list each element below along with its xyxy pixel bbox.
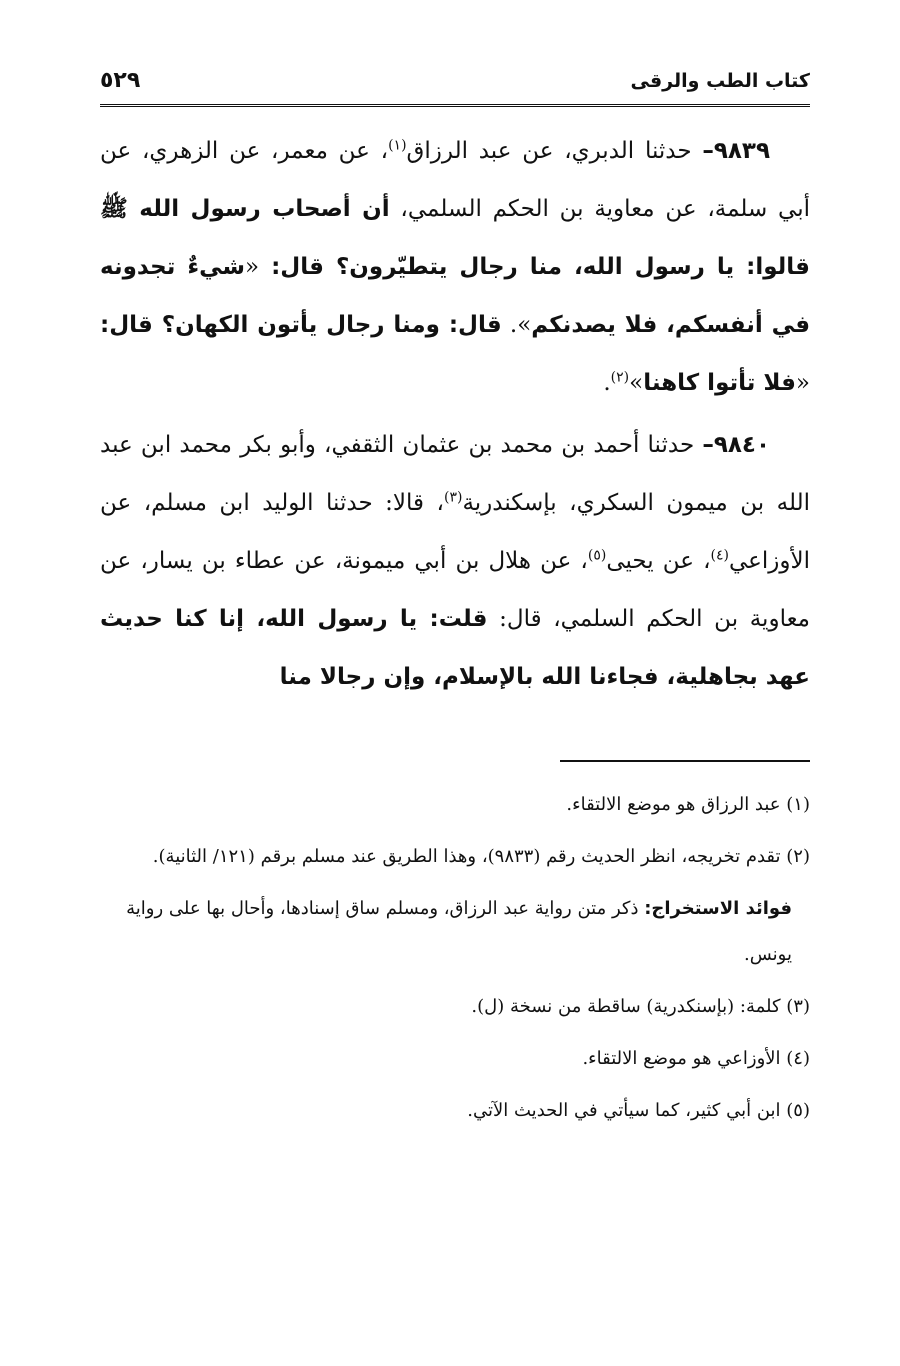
isnad-text: ، عن يحيى — [606, 548, 711, 574]
footnote-1: (١) عبد الرزاق هو موضع الالتقاء. — [566, 794, 810, 815]
quote-mark: « — [245, 254, 260, 280]
hadith-number: ٩٨٣٩– — [702, 138, 770, 164]
isnad-text: ، قالا: حدثنا الوليد ابن مسلم، عن الأوزاعي — [100, 490, 810, 574]
isnad-text: ، عن معمر، عن الزهري، عن أبي سلمة، عن معاوية بن الحكم السلمي، — [100, 138, 810, 222]
quote-mark: » — [629, 370, 644, 396]
page-header — [100, 68, 810, 102]
isnad-text: ، عن هلال بن أبي ميمونة، عن عطاء بن يسار، عن معاوية بن الحكم السلمي، قال: — [100, 548, 810, 632]
footnote-ref: (١) — [388, 137, 407, 154]
footnote-5: (٥) ابن أبي كثير، كما سيأتي في الحديث الآتي. — [467, 1100, 810, 1121]
matn-text: أن أصحاب رسول الله ﷺ قالوا: يا رسول الله، منا رجال يتطيّرون؟ قال: — [100, 196, 810, 280]
footnote-3: (٣) كلمة: (بإسنكدرية) ساقطة من نسخة (ل). — [471, 996, 810, 1017]
header-divider — [100, 104, 810, 107]
sentence-end: . — [603, 370, 611, 396]
quote-mark: ». — [501, 312, 532, 338]
footnote-ref: (٥) — [587, 547, 607, 564]
main-text — [100, 122, 810, 710]
footnote-ref: (٢) — [610, 369, 630, 386]
quote-mark: « — [795, 370, 810, 396]
hadith-9840 — [100, 416, 810, 706]
fawaid-text: ذكر متن رواية عبد الرزاق، ومسلم ساق إسنادها، وأحال بها على رواية يونس. — [126, 898, 792, 965]
matn-text: قلت: يا رسول الله، إنا كنا حديث عهد بجاهلية، فجاءنا الله بالإسلام، وإن رجالا منا — [100, 606, 810, 690]
matn-text: قال: ومنا رجال يأتون الكهان؟ قال: — [100, 312, 502, 338]
isnad-text: حدثنا أحمد بن محمد بن عثمان الثقفي، وأبو بكر محمد ابن عبد الله بن ميمون السكري، بإسكندرية — [100, 432, 810, 516]
isnad-text: حدثنا الدبري، عن عبد الرزاق — [406, 138, 703, 164]
fawaid-note — [90, 886, 810, 978]
hadith-9839 — [100, 122, 810, 412]
footnote-ref: (٣) — [443, 489, 463, 506]
footnote-divider — [560, 760, 810, 762]
footnote-4: (٤) الأوزاعي هو موضع الالتقاء. — [582, 1048, 810, 1069]
hadith-number: ٩٨٤٠– — [702, 432, 770, 458]
footnote-2: (٢) تقدم تخريجه، انظر الحديث رقم (٩٨٣٣)، وهذا الطريق عند مسلم برقم (١٢١/ الثانية). — [152, 846, 810, 867]
book-title: كتاب الطب والرقى — [630, 70, 810, 92]
fawaid-label: فوائد الاستخراج: — [644, 898, 792, 919]
matn-text: فلا تأتوا كاهنا — [643, 370, 796, 396]
matn-text: شيءٌ تجدونه في أنفسكم، فلا يصدنكم — [100, 254, 810, 338]
footnote-ref: (٤) — [710, 547, 729, 564]
page-number: ٥٢٩ — [100, 68, 141, 93]
footnotes-section — [90, 782, 810, 1140]
